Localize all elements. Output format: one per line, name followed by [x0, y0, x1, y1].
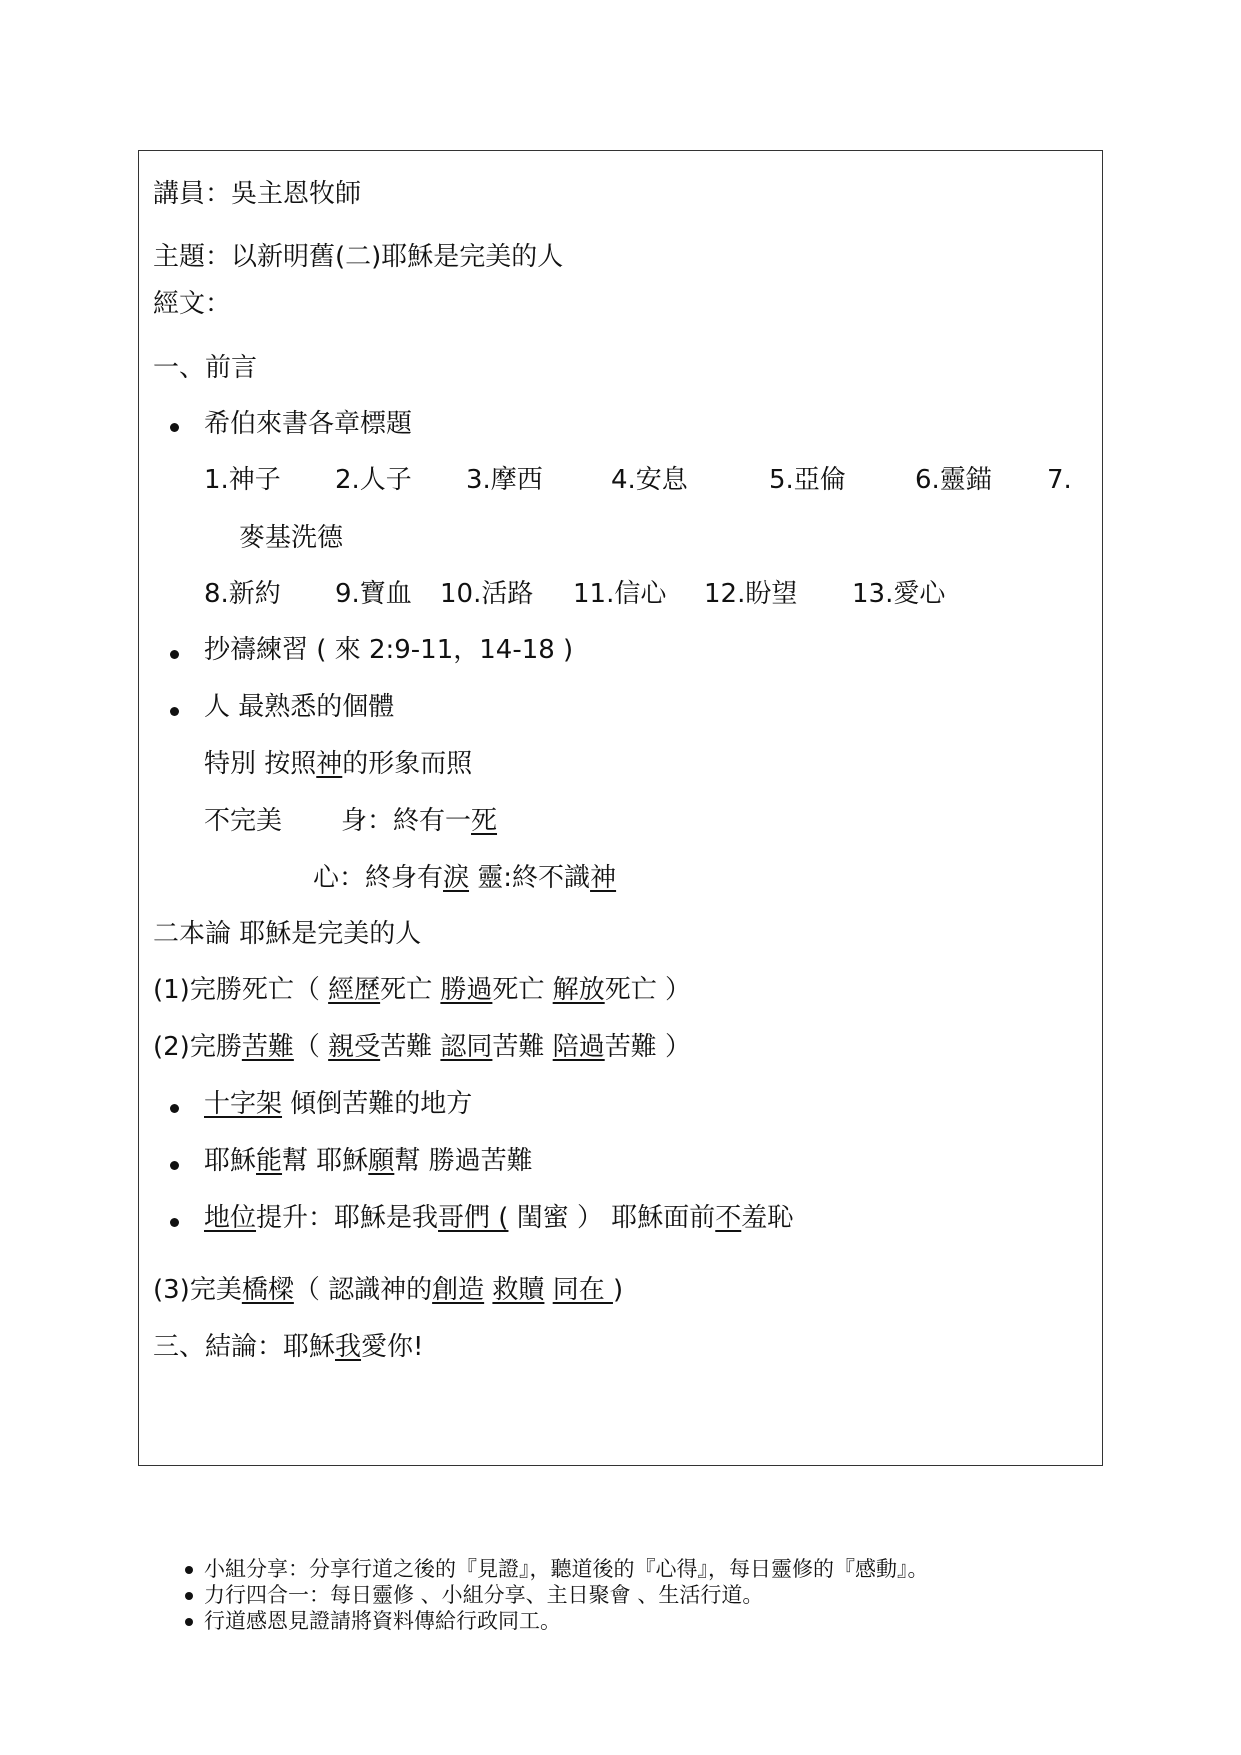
body-line: 身：終有一死 — [341, 806, 498, 836]
section2-heading: 二本論 耶穌是完美的人 — [153, 919, 422, 949]
chapter-2: 2.人子 — [335, 465, 412, 495]
point-2: (2)完勝苦難（ 親受苦難 認同苦難 陪過苦難 ） — [153, 1032, 691, 1062]
chapter-3: 3.摩西 — [466, 465, 543, 495]
bullet-icon — [170, 1104, 179, 1113]
section1-heading: 一、前言 — [153, 353, 258, 383]
chapter-11: 11.信心 — [573, 579, 667, 609]
special-line: 特別 按照神的形象而照 — [204, 749, 473, 779]
chapter-10: 10.活路 — [440, 579, 534, 609]
footer-note-2: 力行四合一：每日靈修 、小組分享、主日聚會 、生活行道。 — [204, 1583, 764, 1607]
chapter-5: 5.亞倫 — [769, 465, 846, 495]
status-line: 地位提升：耶穌是我哥們 ( 閨蜜 ） 耶穌面前不羞恥 — [204, 1203, 794, 1233]
bullet-icon — [170, 1161, 179, 1170]
jesus-help-line: 耶穌能幫 耶穌願幫 勝過苦難 — [204, 1146, 533, 1176]
scripture-line: 經文： — [153, 289, 232, 319]
bullet-icon — [185, 1592, 193, 1600]
section3-conclusion: 三、結論：耶穌我愛你! — [153, 1332, 424, 1362]
chapter-7-number: 7. — [1047, 465, 1072, 495]
bullet-icon — [170, 707, 179, 716]
chapter-7-title: 麥基洗德 — [239, 523, 344, 553]
cross-line: 十字架 傾倒苦難的地方 — [204, 1089, 473, 1119]
chapter-6: 6.靈錨 — [915, 465, 992, 495]
bullet-icon — [185, 1566, 193, 1574]
topic-line: 主題：以新明舊(二)耶穌是完美的人 — [153, 242, 564, 272]
human-line: 人 最熟悉的個體 — [204, 692, 395, 722]
chapter-9: 9.寶血 — [335, 579, 412, 609]
chapter-1: 1.神子 — [204, 465, 281, 495]
prayer-practice-line: 抄禱練習 ( 來 2:9-11，14-18 ) — [204, 635, 574, 665]
heart-spirit-line: 心：終身有淚 靈:終不識神 — [313, 863, 617, 893]
imperfect-label: 不完美 — [204, 806, 283, 836]
chapter-4: 4.安息 — [611, 465, 688, 495]
point-3: (3)完美橋樑（ 認識神的創造 救贖 同在 ) — [153, 1275, 624, 1305]
hebrews-titles-label: 希伯來書各章標題 — [204, 409, 413, 439]
sermon-notes-box — [138, 150, 1103, 1466]
bullet-icon — [185, 1618, 193, 1626]
footer-note-1: 小組分享：分享行道之後的『見證』，聽道後的『心得』，每日靈修的『感動』。 — [204, 1557, 929, 1581]
point-1: (1)完勝死亡（ 經歷死亡 勝過死亡 解放死亡 ） — [153, 975, 691, 1005]
bullet-icon — [170, 423, 179, 432]
speaker-line: 講員：吳主恩牧師 — [153, 179, 362, 209]
bullet-icon — [170, 1218, 179, 1227]
chapter-12: 12.盼望 — [704, 579, 798, 609]
bullet-icon — [170, 650, 179, 659]
footer-note-3: 行道感恩見證請將資料傳給行政同工。 — [204, 1609, 561, 1633]
chapter-8: 8.新約 — [204, 579, 281, 609]
chapter-13: 13.愛心 — [852, 579, 946, 609]
